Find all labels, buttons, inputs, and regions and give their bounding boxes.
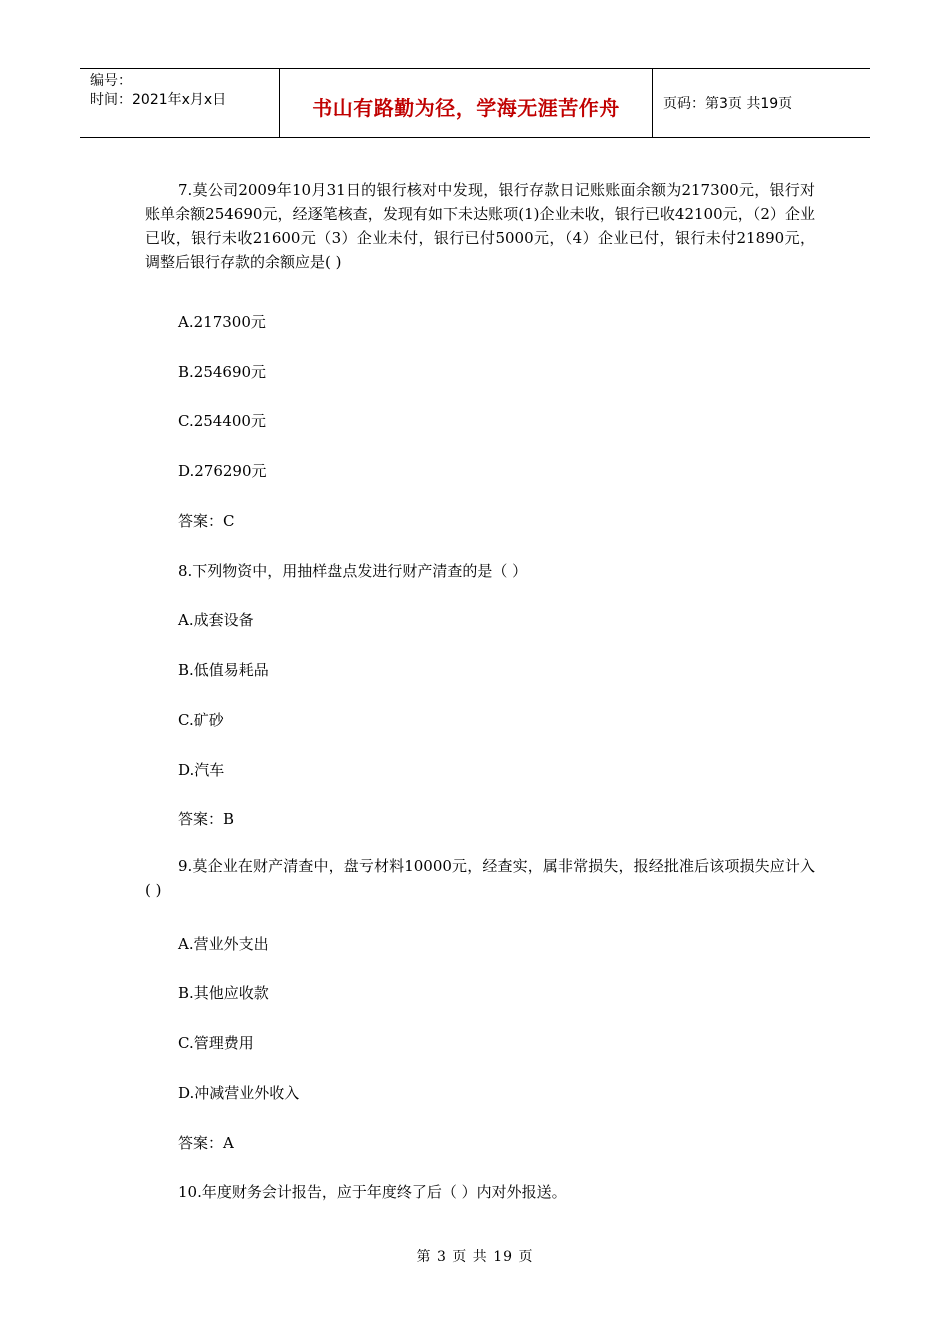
question-9-option-d: D.冲减营业外收入 — [178, 1084, 300, 1102]
question-9-answer: 答案：A — [178, 1134, 234, 1152]
header-motto-cell — [280, 69, 653, 137]
question-7-option-b: B.254690元 — [178, 363, 267, 381]
footer-page-number: 第 3 页 共 19 页 — [416, 1249, 534, 1265]
question-7-option-c: C.254400元 — [178, 412, 266, 430]
question-8-option-a: A.成套设备 — [178, 611, 254, 629]
question-9-option-c: C.管理费用 — [178, 1034, 254, 1052]
motto-text: 书山有路勤为径，学海无涯苦作舟 — [312, 95, 620, 120]
question-7-option-a: A.217300元 — [178, 313, 266, 331]
header-page-info — [653, 69, 870, 137]
question-8-answer: 答案：B — [178, 810, 235, 828]
question-8-option-b: B.低值易耗品 — [178, 661, 269, 679]
document-body — [145, 178, 815, 1201]
question-7-option-d: D.276290元 — [178, 462, 267, 480]
question-9-option-a: A.营业外支出 — [178, 935, 269, 953]
question-8-option-d: D.汽车 — [178, 761, 225, 779]
page-header — [80, 68, 870, 138]
question-8-text: 8.下列物资中，用抽样盘点发进行财产清查的是（ ） — [178, 562, 528, 580]
question-7-text: 7.莫公司2009年10月31日的银行核对中发现，银行存款日记账账面余额为217300元，银行对账单余额254690元，经逐笔核查，发现有如下未达账项(1)企业未收，银行已收42100元，（2）企业已收，银行未收21600元（3）企业未付，银行已付5000元，（4）企业已付，银行未付21890元，调整后银行存款的余额应是( ) — [145, 181, 815, 271]
page-footer — [0, 1246, 950, 1266]
question-10-text: 10.年度财务会计报告，应于年度终了后（ ）内对外报送。 — [178, 1183, 567, 1201]
header-meta — [80, 69, 280, 137]
question-9-option-b: B.其他应收款 — [178, 984, 269, 1002]
question-9-text: 9.莫企业在财产清查中，盘亏材料10000元，经查实，属非常损失，报经批准后该项损失应计入( ) — [145, 857, 815, 899]
date-line: 时间：2021年x月x日 — [90, 92, 227, 108]
serial-number-label: 编号： — [90, 73, 132, 89]
page-info-text: 页码：第3页 共19页 — [663, 96, 793, 112]
question-8-option-c: C.矿砂 — [178, 711, 224, 729]
question-7-answer: 答案：C — [178, 512, 235, 530]
